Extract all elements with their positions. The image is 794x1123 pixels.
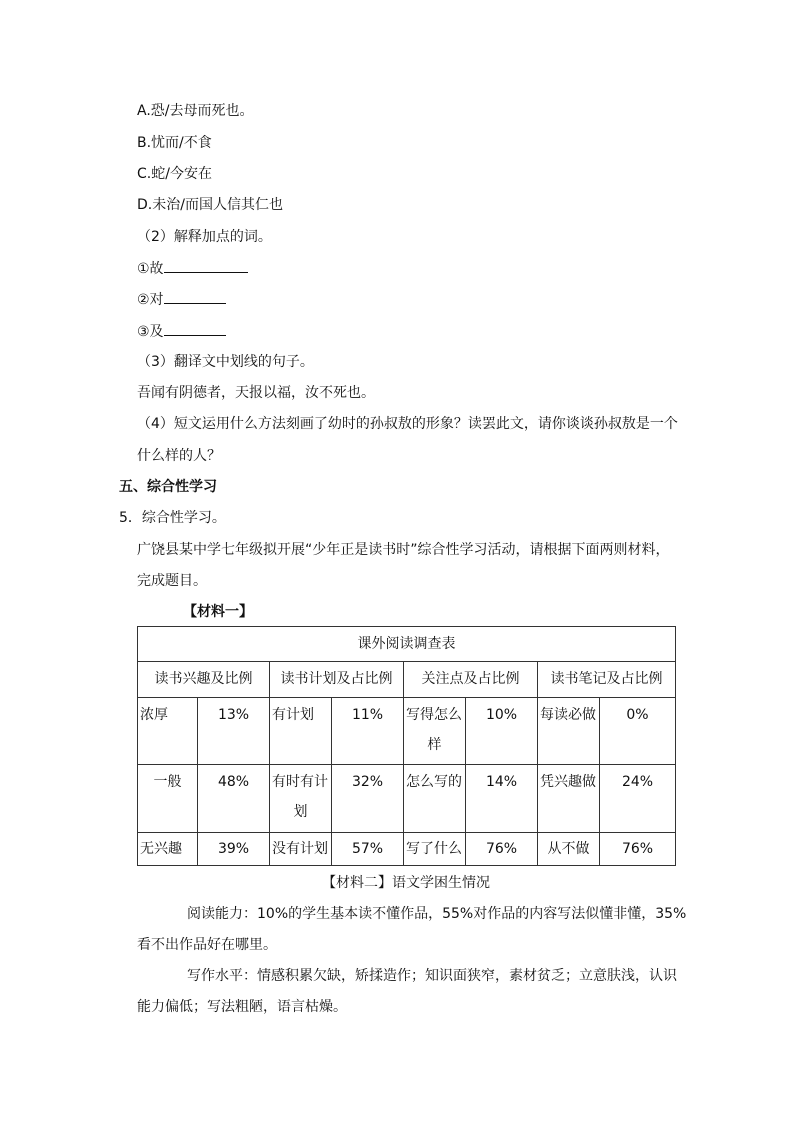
table-cell: 32%	[332, 765, 404, 833]
table-cell: 怎么写的	[404, 765, 466, 833]
table-cell: 每读必做	[538, 697, 600, 765]
intro-line-2: 完成题目。	[137, 573, 207, 589]
reading-survey-table	[137, 626, 676, 866]
writing-level-line-1: 写作水平：情感积累欠缺，矫揉造作；知识面狭窄，素材贫乏；立意肤浅，认识	[187, 968, 677, 984]
q2-item-2-label: ②对	[137, 292, 164, 308]
table-cell: 76%	[466, 832, 538, 865]
table-cell: 没有计划	[270, 832, 332, 865]
table-row	[138, 765, 676, 833]
answer-blank[interactable]	[164, 321, 226, 336]
table-cell: 39%	[198, 832, 270, 865]
q4-line-1: （4）短文运用什么方法刻画了幼时的孙叔敖的形象？读罢此文，请你谈谈孙叔敖是一个	[137, 416, 678, 432]
table-cell: 写了什么	[404, 832, 466, 865]
table-cell: 0%	[600, 697, 676, 765]
reading-ability-line-2: 看不出作品好在哪里。	[137, 937, 277, 953]
answer-blank[interactable]	[164, 258, 248, 273]
cell-text: 有时有计	[272, 774, 328, 791]
table-cell	[270, 765, 332, 833]
cell-text: 写得怎么	[406, 706, 462, 723]
cell-text-wrap: 划	[293, 804, 308, 821]
table-cell: 浓厚	[138, 697, 198, 765]
reading-ability-line-1: 阅读能力：10%的学生基本读不懂作品，55%对作品的内容写法似懂非懂，35%	[187, 906, 687, 922]
option-b: B.忧而/不食	[137, 135, 212, 151]
table-row	[138, 832, 676, 865]
q2-item-1-label: ①故	[137, 261, 164, 277]
intro-line-1: 广饶县某中学七年级拟开展“少年正是读书时”综合性学习活动，请根据下面两则材料，	[137, 542, 670, 558]
table-cell: 10%	[466, 697, 538, 765]
header-notes: 读书笔记及占比例	[538, 662, 676, 697]
header-plan: 读书计划及占比例	[270, 662, 404, 697]
table-cell: 48%	[198, 765, 270, 833]
table-cell: 有计划	[270, 697, 332, 765]
table-cell	[404, 697, 466, 765]
table-row	[138, 697, 676, 765]
table-cell: 57%	[332, 832, 404, 865]
table-cell: 24%	[600, 765, 676, 833]
writing-level-line-2: 能力偏低；写法粗陋，语言枯燥。	[137, 999, 347, 1015]
header-focus: 关注点及占比例	[404, 662, 538, 697]
q3-prompt: （3）翻译文中划线的句子。	[137, 354, 314, 370]
q3-sentence: 吾闻有阴德者，天报以福，汝不死也。	[137, 385, 375, 401]
q2-item-3-label: ③及	[137, 324, 164, 340]
q4-line-2: 什么样的人？	[137, 448, 221, 464]
cell-text-wrap: 样	[427, 736, 442, 753]
table-cell: 一般	[138, 765, 198, 833]
question-number: 5．综合性学习。	[119, 510, 226, 526]
table-cell: 凭兴趣做	[538, 765, 600, 833]
table-cell: 11%	[332, 697, 404, 765]
table-cell: 从不做	[538, 832, 600, 865]
option-c: C.蛇/今安在	[137, 166, 212, 182]
table-cell: 13%	[198, 697, 270, 765]
material-1-label: 【材料一】	[183, 604, 253, 620]
q2-prompt: （2）解释加点的词。	[137, 229, 272, 245]
header-interest: 读书兴趣及比例	[138, 662, 270, 697]
material-2-title: 【材料二】语文学困生情况	[322, 875, 490, 891]
answer-blank[interactable]	[164, 289, 226, 304]
option-a: A.恐/去母而死也。	[137, 103, 254, 119]
q2-item-2	[137, 289, 226, 310]
table-cell: 14%	[466, 765, 538, 833]
q2-item-3	[137, 321, 226, 342]
table-title: 课外阅读调查表	[138, 627, 676, 662]
option-d: D.未治/而国人信其仁也	[137, 197, 283, 213]
table-cell: 76%	[600, 832, 676, 865]
q2-item-1	[137, 258, 248, 279]
section-heading: 五、综合性学习	[119, 479, 217, 495]
table-cell: 无兴趣	[138, 832, 198, 865]
